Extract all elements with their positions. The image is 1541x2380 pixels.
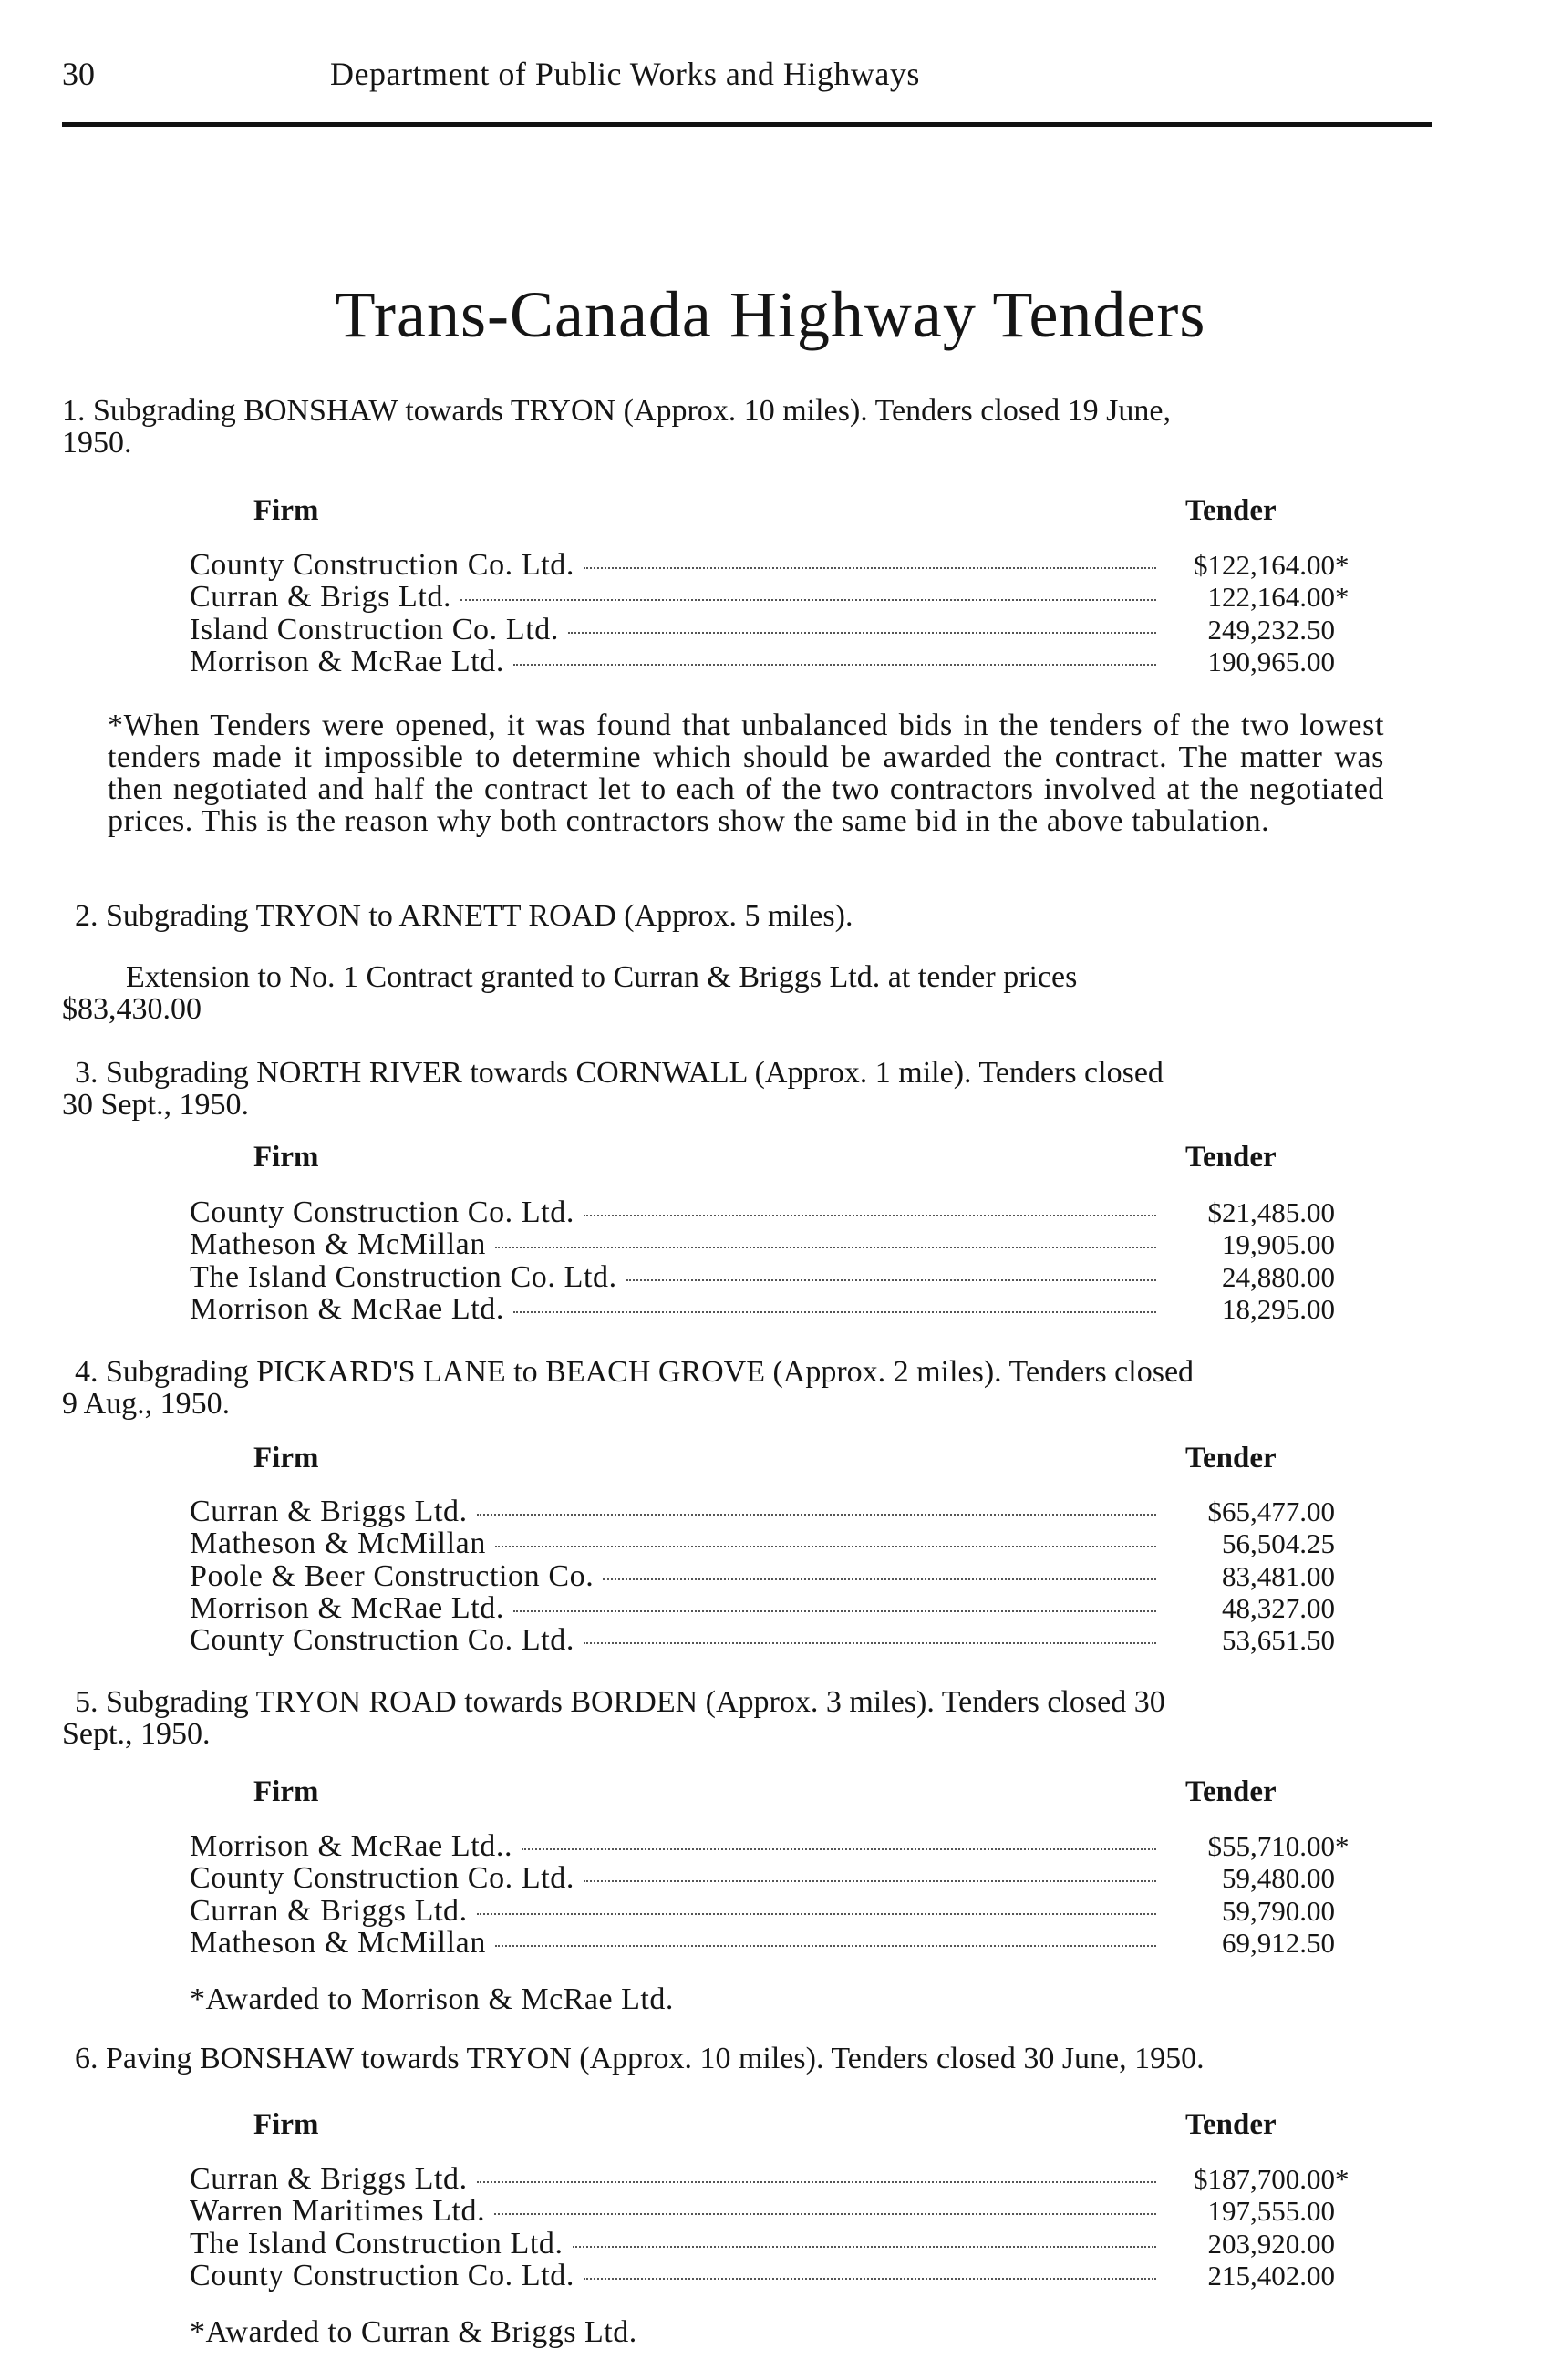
section-4-heading — [62, 1356, 1439, 1420]
firm-column-header: Firm — [253, 1141, 319, 1174]
table-row — [190, 549, 1348, 581]
table-row — [190, 614, 1348, 646]
firm-name: Matheson & McMillan — [190, 1925, 486, 1960]
tender-amount — [1176, 1196, 1348, 1228]
dot-leader — [584, 1642, 1156, 1644]
tender-value: 190,965.00 — [1207, 645, 1335, 678]
dot-leader — [495, 1247, 1156, 1248]
dot-leader — [584, 1880, 1156, 1882]
section-3-line2: 30 Sept., 1950. — [62, 1088, 249, 1122]
firm-column-header: Firm — [253, 1775, 319, 1808]
header-rule — [62, 122, 1432, 127]
dot-leader — [584, 1215, 1156, 1216]
firm-name: County Construction Co. Ltd. — [190, 1623, 574, 1658]
tender-amount — [1176, 1830, 1348, 1862]
dot-leader — [584, 2278, 1156, 2280]
tender-amount — [1176, 1495, 1348, 1527]
tender-column-header: Tender — [1185, 1141, 1277, 1174]
table-row — [190, 2195, 1348, 2227]
section-1-line1: 1. Subgrading BONSHAW towards TRYON (Approx. 10 miles). Tenders closed 19 June, — [62, 394, 1171, 428]
firm-name: County Construction Co. Ltd. — [190, 548, 574, 582]
firm-name: The Island Construction Co. Ltd. — [190, 1259, 617, 1294]
tender-column-header: Tender — [1185, 1442, 1277, 1475]
tender-amount — [1176, 549, 1348, 581]
table-row — [190, 1293, 1348, 1325]
dot-leader — [477, 1514, 1156, 1516]
tender-amount — [1176, 1293, 1348, 1325]
table-row — [190, 1862, 1348, 1894]
table-row — [190, 2163, 1348, 2195]
section-6-line1: 6. Paving BONSHAW towards TRYON (Approx. 10 miles). Tenders closed 30 June, 1950. — [75, 2042, 1205, 2075]
table-row — [190, 1560, 1348, 1592]
section-1-table — [190, 549, 1348, 678]
section-2-line1: 2. Subgrading TRYON to ARNETT ROAD (Approx. 5 miles). — [75, 899, 853, 933]
tender-amount — [1176, 1862, 1348, 1894]
table-row — [190, 1196, 1348, 1228]
tender-amount — [1176, 1895, 1348, 1927]
tender-value: $187,700.00 — [1194, 2163, 1335, 2195]
tender-value: 215,402.00 — [1207, 2259, 1335, 2292]
section-3-line1: 3. Subgrading NORTH RIVER towards CORNWALL (Approx. 1 mile). Tenders closed — [75, 1056, 1164, 1090]
tender-amount — [1176, 1592, 1348, 1624]
tender-amount — [1176, 1228, 1348, 1260]
tender-column-header: Tender — [1185, 2108, 1277, 2141]
tender-value: 48,327.00 — [1222, 1591, 1335, 1624]
tender-value: 69,912.50 — [1222, 1926, 1335, 1959]
tender-amount — [1176, 581, 1348, 613]
award-asterisk: * — [1335, 2163, 1350, 2195]
dot-leader — [495, 1546, 1156, 1547]
dot-leader — [522, 1848, 1156, 1850]
running-title: Department of Public Works and Highways — [330, 56, 920, 92]
tender-amount — [1176, 2195, 1348, 2227]
tender-column-header: Tender — [1185, 1775, 1277, 1808]
section-4-table — [190, 1495, 1348, 1656]
page-number: 30 — [62, 56, 95, 92]
dot-leader — [513, 664, 1156, 666]
table-row — [190, 1927, 1348, 1959]
firm-name: County Construction Co. Ltd. — [190, 2258, 574, 2292]
table-row — [190, 581, 1348, 613]
dot-leader — [477, 2181, 1156, 2183]
dot-leader — [495, 1945, 1156, 1947]
dot-leader — [573, 2246, 1156, 2248]
firm-column-header: Firm — [253, 2108, 319, 2141]
firm-name: Curran & Briggs Ltd. — [190, 1893, 468, 1928]
table-row — [190, 1895, 1348, 1927]
tender-amount — [1176, 614, 1348, 646]
award-asterisk: * — [1335, 549, 1350, 581]
firm-name: Morrison & McRae Ltd. — [190, 644, 504, 678]
tender-value: 53,651.50 — [1222, 1624, 1335, 1657]
tender-amount — [1176, 2163, 1348, 2195]
section-5-line2: Sept., 1950. — [62, 1717, 211, 1751]
dot-leader — [603, 1578, 1156, 1580]
tender-value: 203,920.00 — [1207, 2227, 1335, 2260]
section-3-table — [190, 1196, 1348, 1325]
section-1-heading — [62, 395, 1439, 459]
section-1-footnote: *When Tenders were opened, it was found that unbalanced bids in the tenders of the two lowest tenders made it impossible to determine which should be awarded the contract. The matter was then negotiated and half the contract let to each of the two contractors involved at the negotiated prices. This is the reason why both contractors show the same bid in the above tabulation. — [108, 709, 1384, 838]
dot-leader — [568, 632, 1156, 634]
tender-amount — [1176, 646, 1348, 678]
section-4-line2: 9 Aug., 1950. — [62, 1387, 231, 1421]
table-row — [190, 646, 1348, 678]
firm-name: Island Construction Co. Ltd. — [190, 612, 559, 647]
tender-value: 249,232.50 — [1207, 613, 1335, 646]
tender-amount — [1176, 2228, 1348, 2260]
section-4-line1: 4. Subgrading PICKARD'S LANE to BEACH GROVE (Approx. 2 miles). Tenders closed — [75, 1355, 1195, 1389]
dot-leader — [513, 1311, 1156, 1313]
firm-name: Morrison & McRae Ltd. — [190, 1291, 504, 1326]
dot-leader — [477, 1913, 1156, 1915]
tender-amount — [1176, 1527, 1348, 1559]
firm-name: Morrison & McRae Ltd.. — [190, 1829, 513, 1863]
tender-value: 197,555.00 — [1207, 2195, 1335, 2228]
tender-value: $122,164.00 — [1194, 549, 1335, 581]
dot-leader — [513, 1610, 1156, 1612]
tender-amount — [1176, 1560, 1348, 1592]
award-asterisk: * — [1335, 581, 1350, 614]
page-title: Trans-Canada Highway Tenders — [335, 278, 1206, 351]
tender-amount — [1176, 1927, 1348, 1959]
table-row — [190, 2260, 1348, 2292]
tender-value: 56,504.25 — [1222, 1527, 1335, 1560]
section-5-heading — [62, 1686, 1439, 1750]
tender-value: $21,485.00 — [1207, 1196, 1335, 1228]
section-1-line2: 1950. — [62, 426, 132, 460]
section-6-heading — [62, 2043, 1439, 2075]
firm-name: Matheson & McMillan — [190, 1227, 486, 1262]
tender-value: 19,905.00 — [1222, 1228, 1335, 1261]
tender-value: 83,481.00 — [1222, 1559, 1335, 1592]
section-6-table — [190, 2163, 1348, 2292]
tender-value: 59,480.00 — [1222, 1862, 1335, 1895]
table-row — [190, 1624, 1348, 1656]
section-2-extension — [62, 961, 1439, 1025]
firm-name: Curran & Briggs Ltd. — [190, 1495, 468, 1528]
table-row — [190, 1592, 1348, 1624]
firm-name: The Island Construction Ltd. — [190, 2226, 564, 2261]
tender-value: 24,880.00 — [1222, 1260, 1335, 1293]
firm-name: County Construction Co. Ltd. — [190, 1861, 574, 1896]
firm-name: Matheson & McMillan — [190, 1526, 486, 1561]
firm-name: Morrison & McRae Ltd. — [190, 1590, 504, 1625]
firm-column-header: Firm — [253, 1442, 319, 1475]
dot-leader — [494, 2213, 1156, 2215]
section-2-heading — [62, 900, 1439, 932]
tender-value: 59,790.00 — [1222, 1894, 1335, 1927]
firm-name: Curran & Briggs Ltd. — [190, 2162, 468, 2196]
tender-value: $65,477.00 — [1207, 1495, 1335, 1527]
table-row — [190, 1495, 1348, 1527]
tender-value: 18,295.00 — [1222, 1292, 1335, 1325]
section-6-award-note: *Awarded to Curran & Briggs Ltd. — [190, 2315, 637, 2349]
tender-amount — [1176, 1261, 1348, 1293]
section-2-extension-line2: $83,430.00 — [62, 992, 202, 1026]
tender-value: $55,710.00 — [1207, 1830, 1335, 1862]
firm-name: Warren Maritimes Ltd. — [190, 2194, 486, 2229]
table-row — [190, 1228, 1348, 1260]
firm-name: County Construction Co. Ltd. — [190, 1195, 574, 1229]
table-row — [190, 1261, 1348, 1293]
firm-name: Poole & Beer Construction Co. — [190, 1558, 595, 1593]
firm-name: Curran & Brigs Ltd. — [190, 580, 452, 615]
table-row — [190, 2228, 1348, 2260]
tender-value: 122,164.00 — [1207, 581, 1335, 614]
dot-leader — [626, 1279, 1156, 1281]
tender-amount — [1176, 1624, 1348, 1656]
tender-column-header: Tender — [1185, 494, 1277, 527]
dot-leader — [584, 567, 1156, 569]
tender-amount — [1176, 2260, 1348, 2292]
table-row — [190, 1527, 1348, 1559]
dot-leader — [460, 599, 1156, 601]
section-3-heading — [62, 1057, 1439, 1121]
table-row — [190, 1830, 1348, 1862]
section-5-award-note: *Awarded to Morrison & McRae Ltd. — [190, 1982, 674, 2016]
page-header — [62, 58, 1430, 104]
section-5-line1: 5. Subgrading TRYON ROAD towards BORDEN (Approx. 3 miles). Tenders closed 30 — [75, 1685, 1165, 1719]
firm-column-header: Firm — [253, 494, 319, 527]
award-asterisk: * — [1335, 1830, 1350, 1862]
section-2-extension-line1: Extension to No. 1 Contract granted to Curran & Briggs Ltd. at tender prices — [126, 960, 1078, 994]
section-5-table — [190, 1830, 1348, 1959]
